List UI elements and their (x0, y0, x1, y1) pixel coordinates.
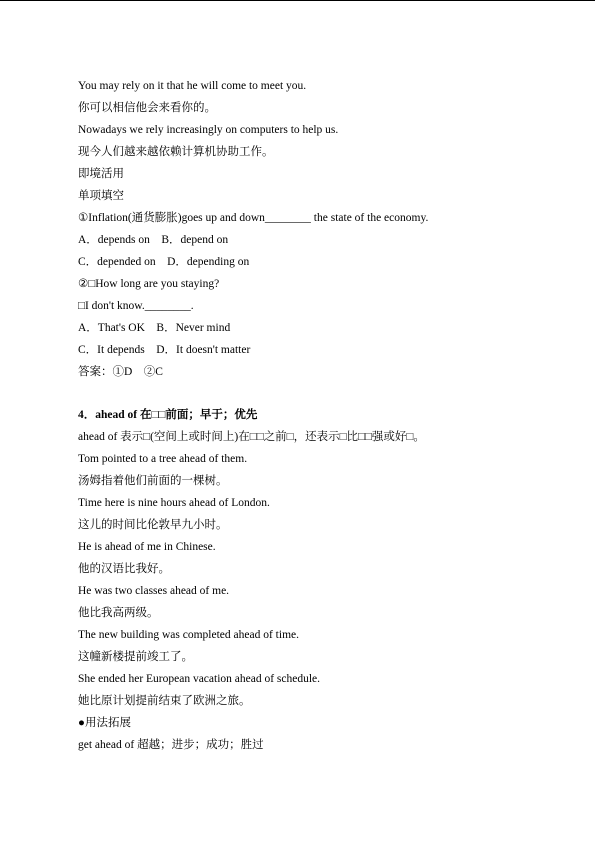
question-2-response: □I don't know.________. (78, 300, 194, 312)
page-top-border (0, 0, 595, 1)
example-sentence: The new building was completed ahead of time. (78, 629, 299, 641)
section-heading: 即境活用 (78, 168, 124, 180)
question-2-options-ab: A．That's OK B．Never mind (78, 322, 231, 334)
phrase-explanation: ahead of 表示□(空间上或时间上)在□□之前□，还表示□比□□强或好□。 (78, 431, 425, 443)
example-translation: 他比我高两级。 (78, 607, 159, 619)
example-translation: 你可以相信他会来看你的。 (78, 102, 216, 114)
example-translation: 现今人们越来越依赖计算机协助工作。 (78, 146, 274, 158)
example-sentence: Time here is nine hours ahead of London. (78, 497, 270, 509)
question-2-options-cd: C．It depends D．It doesn't matter (78, 344, 251, 356)
exercise-heading: 单项填空 (78, 190, 124, 202)
example-sentence: He was two classes ahead of me. (78, 585, 230, 597)
example-translation: 他的汉语比我好。 (78, 563, 170, 575)
phrase-heading: 4．ahead of 在□□前面；早于；优先 (78, 409, 258, 421)
question-1: ①Inflation(通货膨胀)goes up and down________ the state of the economy. (78, 212, 429, 224)
example-sentence: He is ahead of me in Chinese. (78, 541, 216, 553)
example-sentence: You may rely on it that he will come to meet you. (78, 80, 307, 92)
example-sentence: Tom pointed to a tree ahead of them. (78, 453, 248, 465)
question-1-options-ab: A．depends on B．depend on (78, 234, 229, 246)
example-sentence: Nowadays we rely increasingly on computers to help us. (78, 124, 339, 136)
example-sentence: She ended her European vacation ahead of schedule. (78, 673, 321, 685)
example-translation: 这幢新楼提前竣工了。 (78, 651, 193, 663)
question-1-options-cd: C．depended on D．depending on (78, 256, 250, 268)
example-translation: 她比原计划提前结束了欧洲之旅。 (78, 695, 251, 707)
example-translation: 汤姆指着他们前面的一棵树。 (78, 475, 228, 487)
usage-extension-heading: ●用法拓展 (78, 717, 131, 729)
answer-key: 答案：①D ②C (78, 366, 163, 378)
question-2-prompt: ②□How long are you staying? (78, 278, 220, 290)
example-translation: 这儿的时间比伦敦早九小时。 (78, 519, 228, 531)
usage-extension-item: get ahead of 超越；进步；成功；胜过 (78, 739, 264, 751)
